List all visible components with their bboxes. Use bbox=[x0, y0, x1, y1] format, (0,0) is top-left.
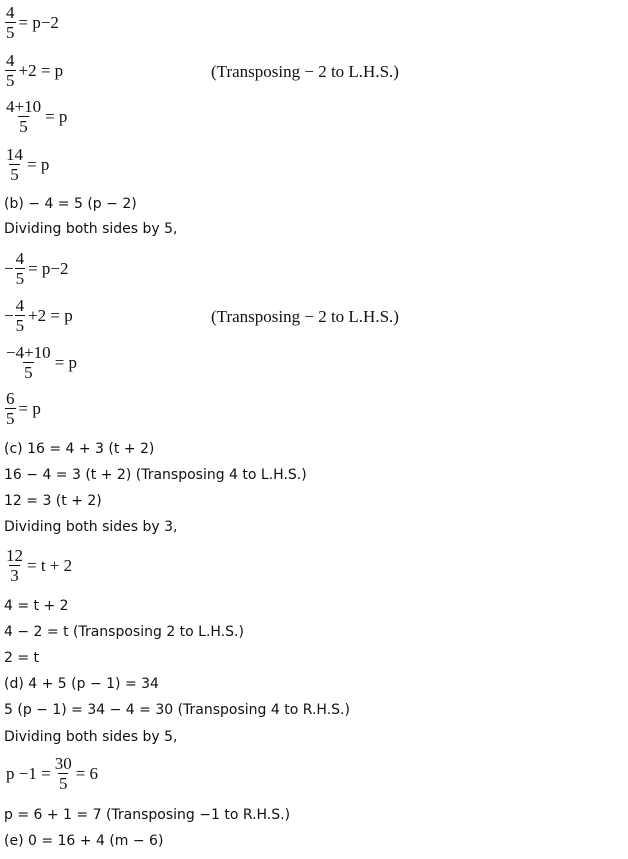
eq-b-4 bbox=[4, 390, 41, 427]
part-d-step-2: p = 6 + 1 = 7 (Transposing −1 to R.H.S.) bbox=[4, 807, 291, 823]
equation-rest: +2 = p bbox=[18, 60, 64, 80]
part-c-step-1: 16 − 4 = 3 (t + 2) (Transposing 4 to L.H.S.) bbox=[4, 467, 307, 483]
eq-b-2 bbox=[4, 297, 73, 334]
fraction bbox=[15, 297, 26, 334]
fraction bbox=[54, 755, 73, 792]
minus-sign: − bbox=[4, 258, 14, 278]
numerator: 30 bbox=[54, 754, 72, 773]
eq-a-3 bbox=[4, 98, 67, 135]
eq-a-4 bbox=[4, 146, 49, 183]
eq-a-1 bbox=[4, 4, 59, 41]
fraction bbox=[5, 547, 24, 584]
numerator: 14 bbox=[6, 145, 23, 164]
transposing-note: (Transposing − 2 to L.H.S.) bbox=[211, 307, 399, 326]
part-b-divide-note: Dividing both sides by 5, bbox=[4, 221, 178, 237]
part-d-step-1: 5 (p − 1) = 34 − 4 = 30 (Transposing 4 to R.H.S.) bbox=[4, 702, 350, 718]
denominator: 5 bbox=[15, 269, 25, 288]
fraction bbox=[5, 146, 24, 183]
part-d-heading: (d) 4 + 5 (p − 1) = 34 bbox=[4, 676, 159, 692]
part-c-step-3: 4 = t + 2 bbox=[4, 598, 69, 614]
part-c-divide-note: Dividing both sides by 3, bbox=[4, 519, 178, 535]
denominator: 5 bbox=[6, 23, 15, 42]
denominator: 5 bbox=[10, 165, 19, 184]
part-b-heading: (b) − 4 = 5 (p − 2) bbox=[4, 196, 137, 212]
fraction bbox=[5, 52, 16, 89]
numerator: −4+10 bbox=[6, 343, 51, 362]
equation-rest: = p bbox=[45, 106, 68, 126]
part-c-step-4: 4 − 2 = t (Transposing 2 to L.H.S.) bbox=[4, 624, 244, 640]
fraction bbox=[5, 4, 16, 41]
numerator: 4 bbox=[15, 296, 25, 315]
transposing-note: (Transposing − 2 to L.H.S.) bbox=[211, 62, 399, 81]
minus-sign: − bbox=[4, 305, 14, 325]
equation-rest: = 6 bbox=[75, 763, 99, 783]
eq-a-2 bbox=[4, 52, 63, 89]
eq-d-1 bbox=[6, 755, 98, 792]
eq-b-1 bbox=[4, 250, 69, 287]
eq-b-3 bbox=[4, 344, 77, 381]
eq-c-1 bbox=[4, 547, 72, 584]
denominator: 5 bbox=[19, 117, 28, 136]
numerator: 12 bbox=[6, 546, 23, 565]
numerator: 4+10 bbox=[6, 97, 42, 116]
equation-rest: = p−2 bbox=[28, 258, 69, 278]
denominator: 5 bbox=[24, 363, 33, 382]
numerator: 4 bbox=[6, 3, 15, 22]
equation-lhs: p −1 = bbox=[6, 763, 51, 783]
numerator: 6 bbox=[6, 389, 15, 408]
equation-rest: = p−2 bbox=[18, 12, 59, 32]
numerator: 4 bbox=[15, 249, 25, 268]
equation-rest: = t + 2 bbox=[27, 555, 73, 575]
equation-rest: = p bbox=[54, 352, 78, 372]
fraction bbox=[5, 344, 52, 381]
part-c-step-5: 2 = t bbox=[4, 650, 40, 666]
part-c-heading: (c) 16 = 4 + 3 (t + 2) bbox=[4, 441, 155, 457]
equation-rest: = p bbox=[27, 154, 50, 174]
fraction bbox=[5, 390, 16, 427]
equation-rest: +2 = p bbox=[28, 305, 73, 325]
fraction bbox=[15, 250, 26, 287]
part-e-heading: (e) 0 = 16 + 4 (m − 6) bbox=[4, 833, 164, 849]
denominator: 5 bbox=[6, 409, 15, 428]
numerator: 4 bbox=[6, 51, 15, 70]
part-d-divide-note: Dividing both sides by 5, bbox=[4, 729, 178, 745]
fraction bbox=[5, 98, 42, 135]
part-c-step-2: 12 = 3 (t + 2) bbox=[4, 493, 102, 509]
denominator: 5 bbox=[15, 316, 25, 335]
denominator: 5 bbox=[58, 774, 68, 793]
denominator: 5 bbox=[6, 71, 15, 90]
equation-rest: = p bbox=[18, 398, 41, 418]
denominator: 3 bbox=[10, 566, 19, 585]
